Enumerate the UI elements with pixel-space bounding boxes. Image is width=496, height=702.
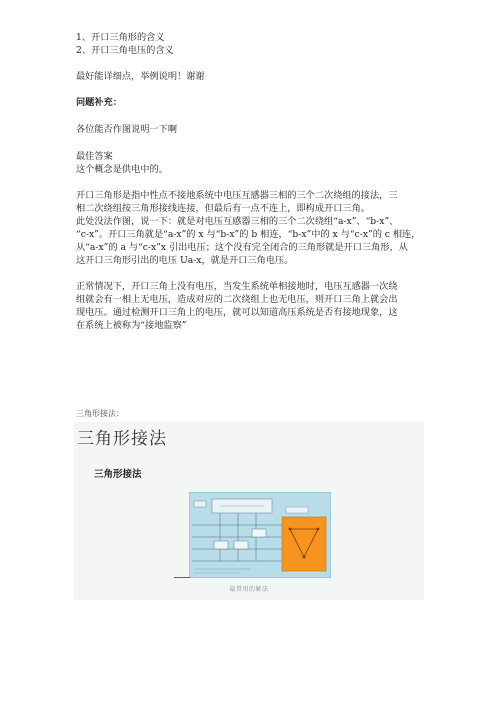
question-request: 最好能详细点，举例说明！谢谢 [76, 71, 205, 82]
answer-para3-line2: 组就会有一相上无电压，造成对应的二次绕组上也无电压，则开口三角上就会出 [76, 294, 398, 305]
answer-intro: 这个概念是供电中的。 [76, 164, 168, 175]
supplement-text: 各位能否作图说明一下啊 [76, 124, 178, 135]
link-underline [174, 577, 190, 578]
answer-para1-line1: 开口三角形是指中性点不接地系统中电压互感器三相的三个二次绕组的接法，三 [76, 190, 398, 201]
wiring-diagram-svg [190, 493, 330, 577]
question-item-2: 2、开口三角电压的含义 [76, 45, 174, 56]
embedded-figure [74, 422, 424, 600]
answer-para2-line2: “c-x”。开口三角就是“a-x”的 x 与“b-x”的 b 相连，“b-x”中的 x 与“c-x”的 c 相连， [76, 229, 421, 240]
answer-heading: 最佳答案 [76, 151, 113, 162]
question-item-1: 1、开口三角形的含义 [76, 32, 165, 43]
answer-para3-line1: 正常情况下，开口三角上没有电压，当发生系统单相接地时，电压互感器一次绕 [76, 281, 398, 292]
figure-subtitle: 三角形接法 [94, 469, 142, 480]
answer-para2-line3: 从“a-x”的 a 与“c-x”x 引出电压；这个没有完全闭合的三角形就是开口三角形，从 [76, 242, 408, 253]
answer-para3-line4: 在系统上被称为“接地监察” [76, 320, 187, 331]
figure-caption: 最常用的解法 [229, 586, 269, 593]
answer-para2-line1: 此处没法作图，说一下：就是对电压互感器三相的三个二次绕组“a-x”、“b-x”、 [76, 216, 399, 227]
figure-label: 三角形接法： [76, 409, 124, 418]
answer-para1-line2: 相二次绕组按三角形接线连接，但最后有一点不连上，即构成开口三角。 [76, 203, 370, 214]
wiring-diagram [189, 492, 331, 578]
figure-title: 三角形接法 [77, 429, 167, 449]
answer-para2-line4: 这开口三角形引出的电压 Ua-x，就是开口三角电压。 [76, 255, 294, 266]
answer-para3-line3: 现电压。通过检测开口三角上的电压，就可以知道高压系统是否有接地现象，这 [76, 307, 398, 318]
supplement-label: 问题补充： [76, 97, 122, 108]
